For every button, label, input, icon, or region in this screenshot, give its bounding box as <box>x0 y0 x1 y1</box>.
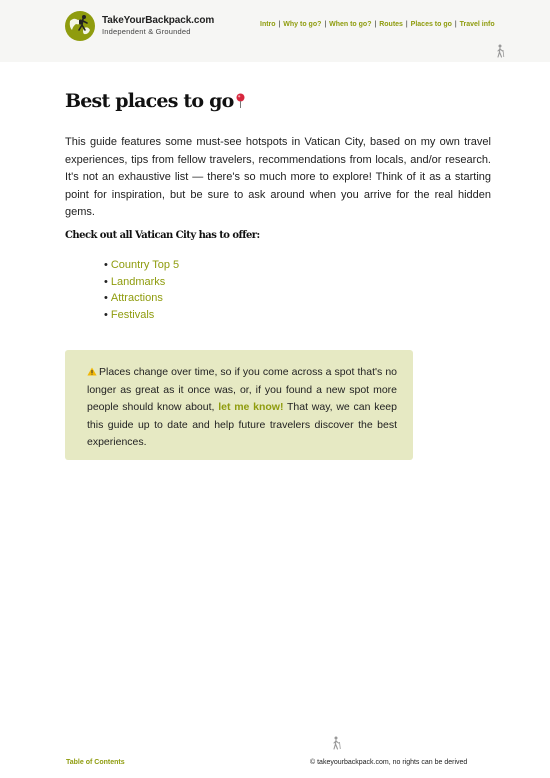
offers-heading: Check out all Vatican City has to offer: <box>65 230 260 241</box>
nav-separator: | <box>276 21 283 28</box>
brand-tagline: Independent & Grounded <box>102 27 191 36</box>
list-item <box>104 307 179 324</box>
nav-separator: | <box>372 21 379 28</box>
page-title <box>65 90 246 112</box>
brand[interactable] <box>102 15 214 36</box>
note-text-after: That way, we can keep this guide up to date and help future travelers discover the best experiences. <box>87 401 397 448</box>
nav-link-routes[interactable]: Routes <box>379 21 403 28</box>
link-landmarks[interactable]: Landmarks <box>110 275 166 288</box>
nav-separator: | <box>322 21 329 28</box>
list-item <box>104 274 179 291</box>
note-text-before: Places change over time, so if you come across a spot that's no longer as great as it once was, or, if you found a new spot more people should know about, <box>87 366 397 413</box>
nav-link-travel-info[interactable]: Travel info <box>459 21 495 28</box>
warning-icon <box>87 367 97 376</box>
link-attractions[interactable]: Attractions <box>110 292 163 304</box>
hiker-icon <box>331 736 342 750</box>
bullet: • <box>104 275 108 288</box>
nav-link-when-to-go[interactable]: When to go? <box>329 21 372 28</box>
update-note-text <box>87 364 397 452</box>
update-note-box <box>65 350 413 460</box>
map-pin-icon <box>235 93 246 109</box>
hiker-icon <box>495 44 505 58</box>
intro-paragraph: This guide features some must-see hotspots in Vatican City, based on my own travel experiences, tips from fellow travelers, recommendations from locals, and/or research. It's not an exhaustive list — there's so much more to explore! Think of it as a starting point for inspiration, but be sure to ask around when you arrive for the real hidden gems. <box>65 136 491 219</box>
bullet: • <box>104 308 108 321</box>
bullet: • <box>104 259 108 271</box>
nav-link-places-to-go[interactable]: Places to go <box>410 21 452 28</box>
globe-hiker-logo-icon[interactable] <box>64 10 96 42</box>
nav-link-why-to-go[interactable]: Why to go? <box>283 21 322 28</box>
link-country-top-5[interactable]: Country Top 5 <box>110 259 180 271</box>
top-nav <box>260 21 495 28</box>
offers-list <box>104 257 179 323</box>
let-me-know-link[interactable]: let me know! <box>218 401 284 413</box>
list-item <box>104 257 179 274</box>
link-festivals[interactable]: Festivals <box>110 308 155 321</box>
nav-link-intro[interactable]: Intro <box>260 21 276 28</box>
nav-separator: | <box>452 21 459 28</box>
table-of-contents-link[interactable]: Table of Contents <box>66 759 125 766</box>
brand-name: TakeYourBackpack.com <box>102 15 215 26</box>
copyright-notice: © takeyourbackpack.com, no rights can be derived <box>310 759 468 766</box>
nav-separator: | <box>403 21 410 28</box>
bullet: • <box>104 292 108 304</box>
list-item <box>104 290 179 307</box>
page-title-text: Best places to go <box>65 90 234 112</box>
